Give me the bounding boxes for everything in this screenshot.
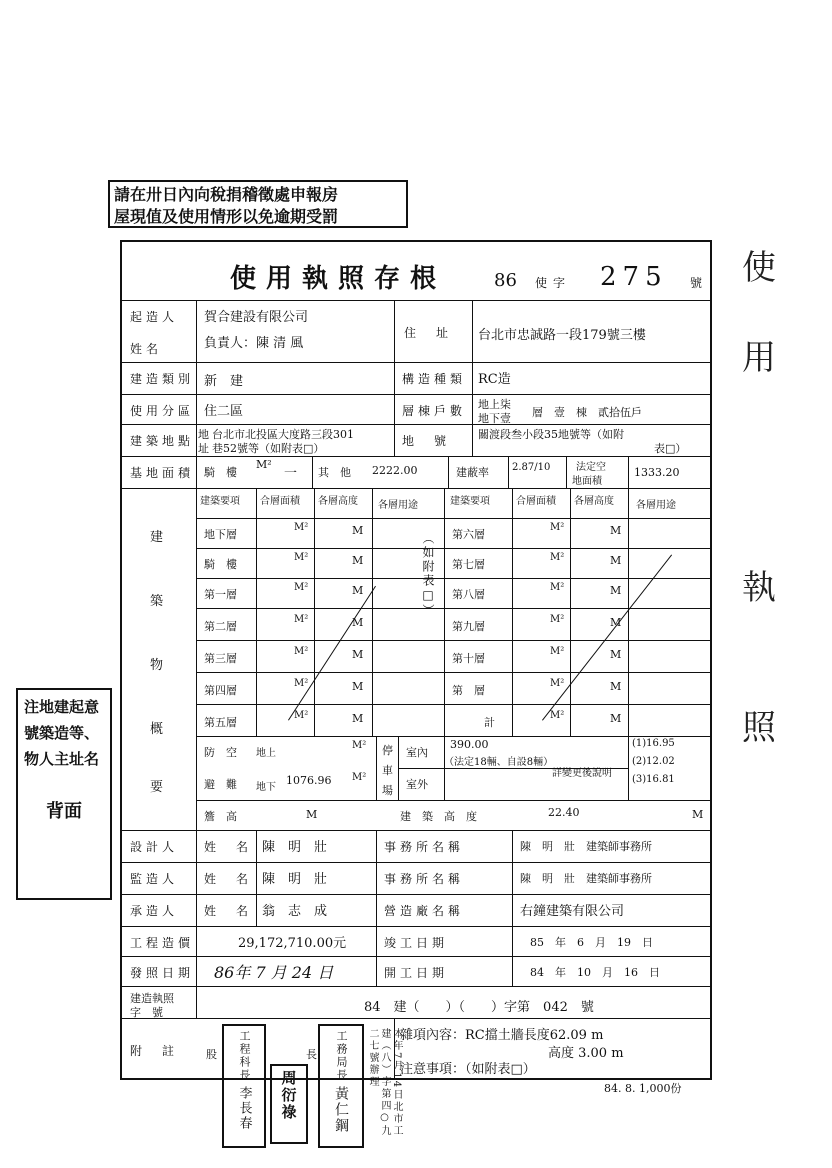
permit-label1: 建造執照 — [130, 992, 174, 1005]
height-2: (2)12.02 — [632, 756, 675, 767]
row-4f: 第四層 — [204, 684, 237, 697]
evac-unit: M² — [352, 772, 367, 783]
evac-label: 避 難 — [204, 778, 237, 791]
bldg-side-4: 概 — [150, 722, 164, 737]
col-area-r: 合層面積 — [516, 496, 556, 507]
area-label: 基地面積 — [130, 466, 195, 480]
designer-name: 陳 明 壯 — [262, 840, 328, 855]
left-note-text: 注地建起意號築造等、物人主址名 — [24, 698, 100, 768]
form-number: 275 — [600, 262, 668, 292]
remarks-label: 附 註 — [130, 1044, 179, 1058]
issue-date: 86年 7 月 24 日 — [214, 963, 334, 982]
unit-m2-3: M² — [294, 582, 309, 593]
designer-office-label: 事務所名稱 — [384, 840, 465, 854]
builder-label1: 起造人 — [130, 310, 179, 324]
start-date: 84 年 10 月 16 日 — [530, 966, 660, 979]
parking-2: 車 — [382, 764, 393, 777]
form-prefix: 使字 — [535, 276, 572, 290]
unit-m2-r1: M² — [550, 522, 565, 533]
stamp-approval: 本年7月14日北市工建（八）字第四○九二七號辦理 — [367, 1028, 402, 1138]
contractor-office: 右鐘建築有限公司 — [520, 904, 625, 919]
row-9f: 第九層 — [452, 620, 485, 633]
remarks-misc: 雜項內容：RC擋土牆長度62.09 m — [400, 1028, 604, 1043]
stamp-chief — [222, 1024, 266, 1148]
left-note — [16, 688, 112, 900]
type-label: 建造類別 — [130, 372, 195, 386]
form-year: 86 — [494, 270, 517, 291]
site-tag2: 址 — [198, 442, 209, 455]
structure-value: RC造 — [478, 372, 511, 387]
area-unit: M² — [256, 458, 272, 471]
attached-note: （如附表□） — [421, 532, 435, 618]
site-tag1: 地 — [198, 428, 209, 441]
legal-label1: 法定空 — [576, 462, 606, 473]
form-title: 使用執照存根 — [230, 264, 447, 294]
unit-m-r2: M — [610, 554, 622, 567]
unit-m-7: M — [352, 712, 364, 725]
col-area: 合層面積 — [260, 496, 300, 507]
contractor-office-label: 營造廠名稱 — [384, 904, 465, 918]
col-height: 各層高度 — [318, 496, 358, 507]
left-note-back: 背面 — [46, 801, 82, 822]
zone-value: 住二區 — [204, 404, 244, 419]
unit-m-3: M — [352, 584, 364, 597]
remarks-height: 高度 3.00 m — [548, 1046, 624, 1061]
unit-m2-r7: M² — [550, 710, 565, 721]
eaves-value: M — [306, 808, 318, 821]
unit-m-r1: M — [610, 524, 622, 537]
unit-m-r7: M — [610, 712, 622, 725]
unit-m2-6: M² — [294, 678, 309, 689]
site-address1: 台北市北投區大度路三段301 — [212, 428, 354, 441]
col-height-r: 各層高度 — [574, 496, 614, 507]
unit-m-2: M — [352, 554, 364, 567]
builder-label2: 姓名 — [130, 342, 163, 356]
lot-value: 關渡段叁小段35地號等（如附 — [478, 428, 624, 441]
cost-label: 工程造價 — [130, 936, 195, 950]
unit-m-r3: M — [610, 584, 622, 597]
height-3: (3)16.81 — [632, 774, 675, 785]
unit-m-6: M — [352, 680, 364, 693]
address-label: 住 址 — [404, 326, 453, 340]
remarks-notes: 注意事項：（如附表□） — [400, 1062, 536, 1077]
supervisor-name: 陳 明 壯 — [262, 872, 328, 887]
side-char-1: 使 — [742, 248, 776, 288]
other-label: 其 他 — [318, 466, 351, 479]
side-char-4: 照 — [742, 708, 776, 748]
stamp-chief-name: 李長春 — [236, 1086, 252, 1131]
row-6f: 第六層 — [452, 528, 485, 541]
supervisor-office: 陳 明 壯 建築師事務所 — [520, 872, 652, 885]
unit-m2-5: M² — [294, 646, 309, 657]
unit-m2-2: M² — [294, 552, 309, 563]
builder-address: 台北市忠誠路一段179號三樓 — [478, 328, 646, 343]
contractor-role: 承造人 — [130, 904, 179, 918]
supervisor-role: 監造人 — [130, 872, 179, 886]
unit-m2-7: M² — [294, 710, 309, 721]
unit-m-r5: M — [610, 648, 622, 661]
arcade-label: 騎 樓 — [204, 466, 237, 479]
zone-label: 使用分區 — [130, 404, 195, 418]
notice-line1: 請在卅日內向稅捐稽徵處申報房 — [114, 185, 339, 204]
builder-rep: 負責人：陳 清 風 — [204, 336, 304, 351]
row-2f: 第二層 — [204, 620, 237, 633]
stamp-seal-name: 周衍祿 — [279, 1070, 298, 1121]
unit-m2-r6: M² — [550, 678, 565, 689]
unit-m2-r2: M² — [550, 552, 565, 563]
row-7f: 第七層 — [452, 558, 485, 571]
unit-m2-r4: M² — [550, 614, 565, 625]
height-value: 22.40 — [548, 806, 580, 819]
start-label: 開工日期 — [384, 966, 449, 980]
legal-label2: 地面積 — [572, 476, 602, 487]
stamp-prefix: 股 — [206, 1048, 217, 1061]
unit-m-r6: M — [610, 680, 622, 693]
col-item: 建築要項 — [200, 496, 240, 507]
changed-note: 詳變更後說明 — [552, 768, 612, 779]
evac-below-value: 1076.96 — [286, 774, 332, 787]
parking-1: 停 — [382, 744, 393, 757]
coverage-value: 2.87/10 — [512, 462, 551, 473]
notice-line2: 屋現值及使用情形以免逾期受罰 — [114, 207, 339, 226]
floors-label: 層棟戶數 — [402, 404, 467, 418]
floors-top: 地上柒 — [478, 398, 511, 411]
row-1f: 第一層 — [204, 588, 237, 601]
parking-3: 場 — [382, 784, 393, 797]
lot-label: 地 號 — [402, 434, 451, 448]
stamp-prefix2: 長 — [306, 1048, 317, 1061]
shelter-label: 防 空 — [204, 746, 237, 759]
completion-date: 85 年 6 月 19 日 — [530, 936, 653, 949]
bldg-side-1: 建 — [150, 530, 164, 545]
side-char-3: 執 — [742, 568, 776, 608]
cost-value: 29,172,710.00元 — [238, 936, 347, 951]
unit-m-1: M — [352, 524, 364, 537]
arcade-dash: 一 — [284, 466, 298, 481]
indoor-label: 室內 — [406, 746, 428, 759]
stamp-seal — [270, 1064, 308, 1144]
stamp-director-name: 黃仁鋼 — [333, 1086, 349, 1134]
contractor-name: 翁 志 成 — [262, 904, 328, 919]
builder-company: 賀合建設有限公司 — [204, 310, 309, 325]
supervisor-name-label: 姓 名 — [204, 872, 253, 886]
row-nf: 第 層 — [452, 684, 485, 697]
evac-below: 地下 — [256, 782, 276, 793]
issue-label: 發照日期 — [130, 966, 195, 980]
unit-m2-1: M² — [294, 522, 309, 533]
permit-value: 84 建（ ）（ ）字第 042 號 — [364, 1000, 594, 1015]
site-label: 建築地點 — [130, 434, 195, 448]
unit-m-r4: M — [610, 616, 622, 629]
supervisor-office-label: 事務所名稱 — [384, 872, 465, 886]
eaves-label: 簷 高 — [204, 810, 237, 823]
legal-parking: （法定18輛、自設8輛） — [444, 757, 554, 768]
site-address2: 巷52號等（如附表□） — [212, 442, 325, 455]
type-value: 新 建 — [204, 374, 244, 389]
stamp-chief-title: 工程科長 — [238, 1030, 251, 1082]
completion-label: 竣工日期 — [384, 936, 449, 950]
lot-value2: 表□） — [654, 442, 687, 455]
height-unit: M — [692, 808, 704, 821]
designer-role: 設計人 — [130, 840, 179, 854]
other-value: 2222.00 — [372, 464, 418, 477]
col-item-r: 建築要項 — [450, 496, 490, 507]
floors-rest: 層 壹 棟 貳拾伍戶 — [532, 406, 642, 419]
height-label: 建 築 高 度 — [400, 810, 477, 823]
designer-name-label: 姓 名 — [204, 840, 253, 854]
form-suffix: 號 — [690, 276, 703, 290]
outdoor-label: 室外 — [406, 778, 428, 791]
notice-stamp — [108, 180, 408, 228]
unit-m2-r3: M² — [550, 582, 565, 593]
print-footnote: 84. 8. 1,000份 — [604, 1082, 682, 1095]
shelter-above: 地上 — [256, 748, 276, 759]
unit-m-4: M — [352, 616, 364, 629]
bldg-side-2: 築 — [150, 594, 164, 609]
contractor-name-label: 姓 名 — [204, 904, 253, 918]
shelter-unit: M² — [352, 740, 367, 751]
bldg-side-5: 要 — [150, 780, 164, 795]
height-1: (1)16.95 — [632, 738, 675, 749]
unit-m2-4: M² — [294, 614, 309, 625]
stamp-director-title: 工務局長 — [335, 1030, 348, 1082]
row-total: 計 — [484, 716, 495, 729]
coverage-label: 建蔽率 — [456, 466, 489, 479]
row-arcade: 騎 樓 — [204, 558, 237, 571]
designer-office: 陳 明 壯 建築師事務所 — [520, 840, 652, 853]
row-basement: 地下層 — [204, 528, 237, 541]
row-8f: 第八層 — [452, 588, 485, 601]
stamp-director — [318, 1024, 364, 1148]
permit-label2: 字 號 — [130, 1006, 163, 1019]
bldg-side-3: 物 — [150, 658, 164, 673]
col-use-r: 各層用途 — [636, 500, 676, 511]
row-3f: 第三層 — [204, 652, 237, 665]
row-5f: 第五層 — [204, 716, 237, 729]
row-10f: 第十層 — [452, 652, 485, 665]
structure-label: 構造種類 — [402, 372, 467, 386]
unit-m2-r5: M² — [550, 646, 565, 657]
side-char-2: 用 — [742, 338, 776, 378]
floors-bottom: 地下壹 — [478, 412, 511, 425]
unit-m-5: M — [352, 648, 364, 661]
col-use: 各層用途 — [378, 500, 418, 511]
legal-value: 1333.20 — [634, 466, 680, 479]
indoor-value: 390.00 — [450, 738, 489, 751]
